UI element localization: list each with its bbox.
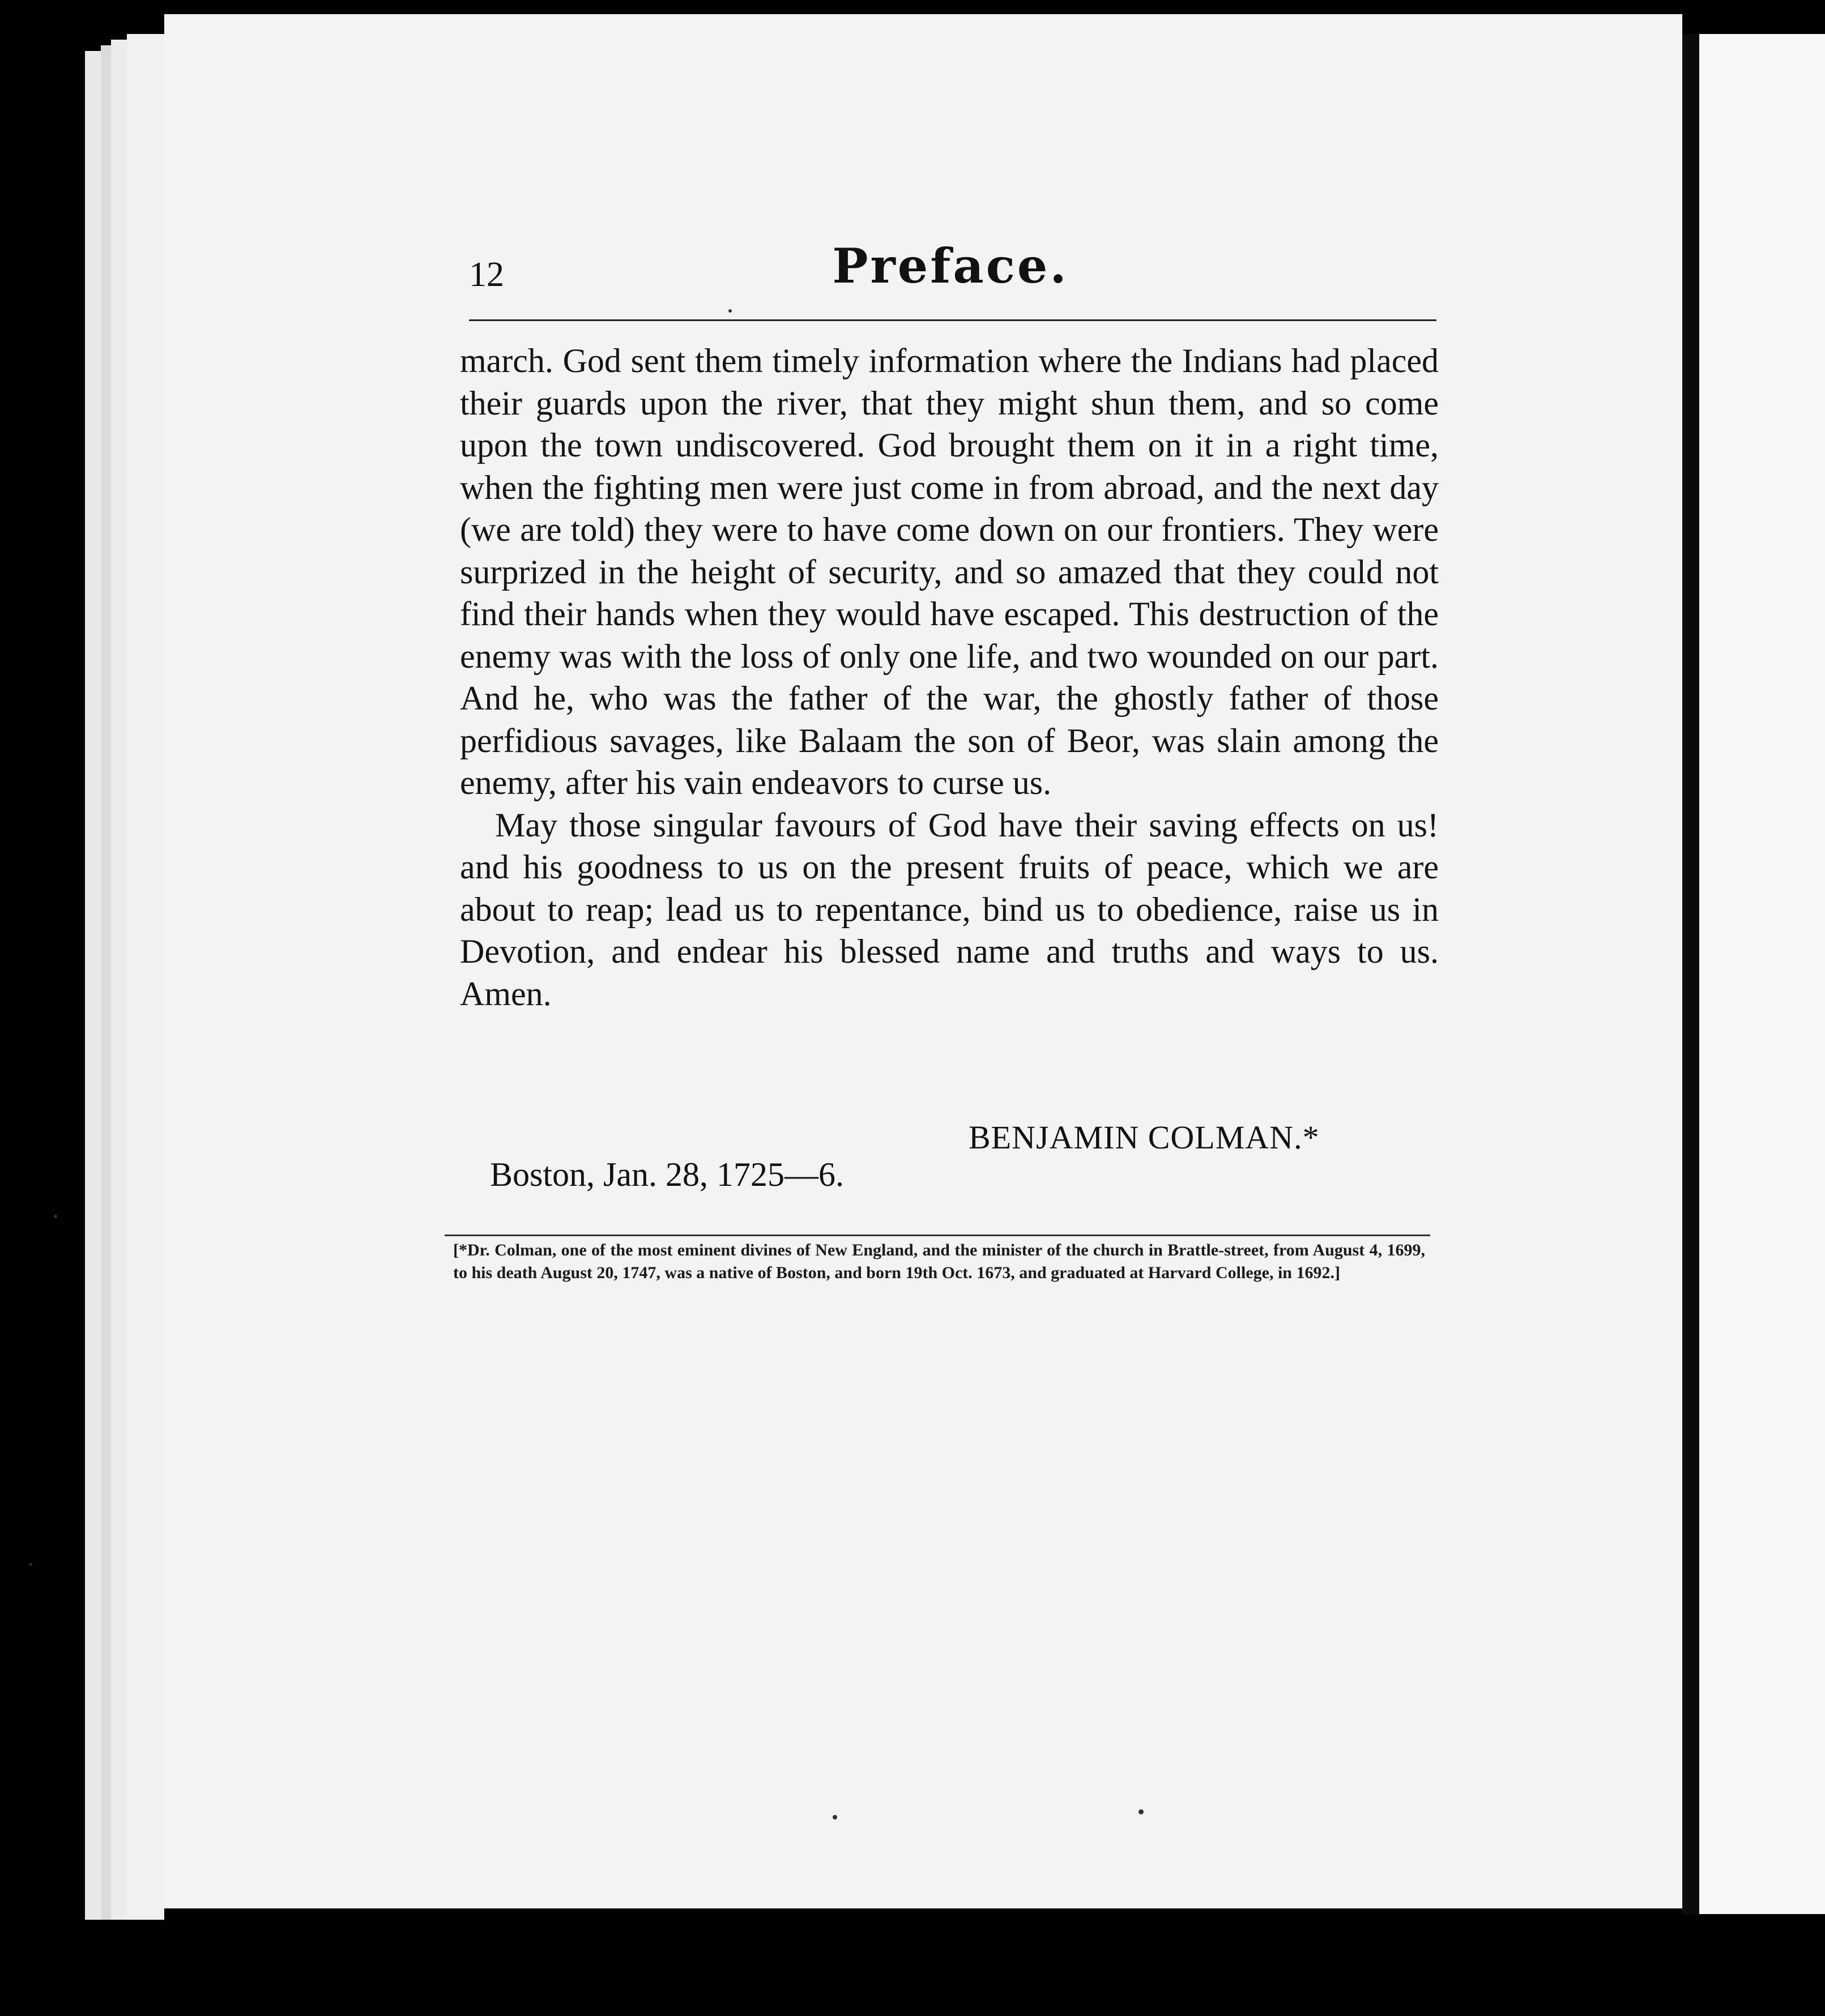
- paragraph: May those singular favours of God have their saving effects on us! and his goodness to us on the present fruits of peace, which we are about to reap; lead us to repentance, bind us to obedience, raise us in Devotion, and endear his blessed name and truths and ways to us. Amen.: [460, 806, 1439, 1013]
- page-edge: [127, 34, 164, 1920]
- running-head: Preface.: [832, 238, 1069, 294]
- page-gutter: [1682, 34, 1699, 1914]
- page-edge: [85, 51, 102, 1920]
- footnote-rule: [445, 1235, 1430, 1236]
- facing-page: [1699, 34, 1825, 1914]
- signature: BENJAMIN COLMAN.*: [969, 1119, 1320, 1156]
- scan-speck: [728, 309, 732, 313]
- scan-speck: [833, 1815, 837, 1819]
- page-number: 12: [469, 255, 504, 294]
- header-rule: [469, 319, 1436, 321]
- page-edge: [111, 40, 128, 1920]
- footnote: [*Dr. Colman, one of the most eminent divines of New England, and the minister of the church in Brattle-street, from August 4, 1699, to his death August 20, 1747, was a native of Boston, and born 19th Oct. 1673, and graduated at Harvard College, in 1692.]: [453, 1241, 1425, 1282]
- paragraph: march. God sent them timely information where the Indians had placed their guards upon the river, that they might shun them, and so come upon the town undiscovered. God brought them on it in a right time, when the fighting men were just come in from abroad, and the next day (we are told) they were to have come down on our frontiers. They were surprized in the height of security, and so amazed that they could not find their hands when they would have escaped. This destruction of the enemy was with the loss of only one life, and two wounded on our part. And he, who was the father of the war, the ghostly father of those perfidious savages, like Balaam the son of Beor, was slain among the enemy, after his vain endeavors to curse us.: [460, 342, 1439, 801]
- page-header: [469, 232, 1438, 317]
- scan-speck: [1139, 1809, 1144, 1814]
- page-edge: [101, 45, 112, 1920]
- scan-speck: [29, 1563, 32, 1566]
- dateline: Boston, Jan. 28, 1725—6.: [490, 1156, 845, 1193]
- scan-speck: [54, 1215, 57, 1218]
- body-text: [460, 340, 1439, 1015]
